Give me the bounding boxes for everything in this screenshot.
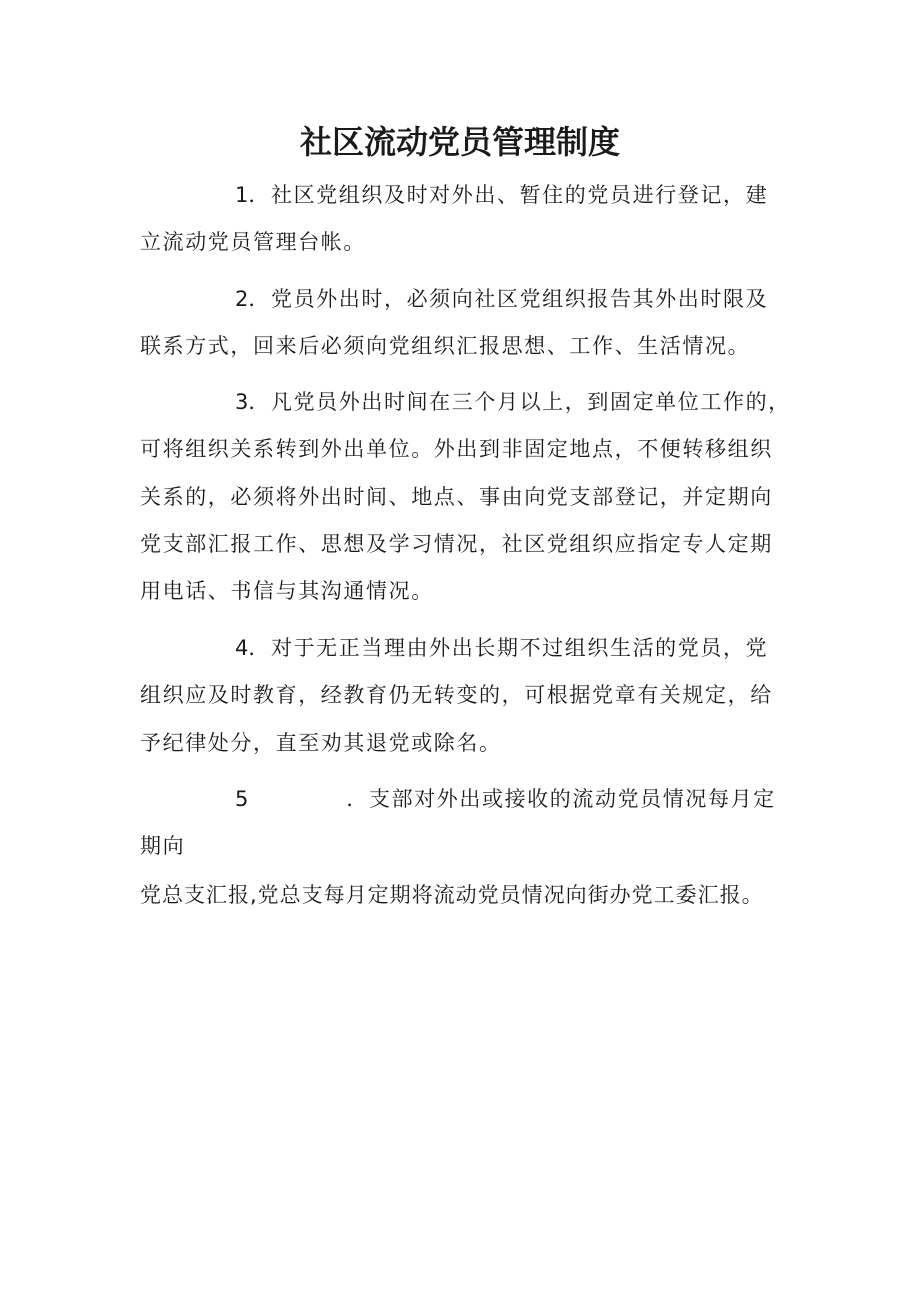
item-text: ．凡党员外出时间在三个月以上，到固定单位工作的， bbox=[248, 390, 791, 414]
item-text: ．对于无正当理由外出长期不过组织生活的党员，党 bbox=[248, 636, 769, 660]
item-3-line-4: 党支部汇报工作、思想及学习情况，社区党组织应指定专人定期 bbox=[140, 532, 773, 556]
item-number: 5 bbox=[235, 787, 249, 811]
item-5-line-2: 期向 bbox=[140, 834, 186, 858]
item-3-line-2: 可将组织关系转到外出单位。外出到非固定地点，不便转移组织 bbox=[140, 437, 773, 461]
item-2-line-1 bbox=[235, 284, 895, 314]
item-number: 4 bbox=[235, 636, 249, 660]
item-text: ．社区党组织及时对外出、暂住的党员进行登记，建 bbox=[248, 183, 769, 207]
item-1-line-2: 立流动党员管理台帐。 bbox=[140, 230, 366, 254]
item-number: 2 bbox=[235, 287, 249, 311]
item-3-line-3: 关系的，必须将外出时间、地点、事由向党支部登记，并定期向 bbox=[140, 485, 773, 509]
item-5-line-1 bbox=[235, 784, 895, 814]
item-text: ．支部对外出或接收的流动党员情况每月定 bbox=[346, 787, 776, 811]
item-number: 3 bbox=[235, 390, 249, 414]
item-4-line-1 bbox=[235, 633, 895, 663]
item-4-line-3: 予纪律处分，直至劝其退党或除名。 bbox=[140, 731, 502, 755]
item-4-line-2: 组织应及时教育，经教育仍无转变的，可根据党章有关规定，给 bbox=[140, 683, 773, 707]
item-2-line-2: 联系方式，回来后必须向党组织汇报思想、工作、生活情况。 bbox=[140, 334, 751, 358]
document-title: 社区流动党员管理制度 bbox=[299, 123, 620, 161]
item-3-line-5: 用电话、书信与其沟通情况。 bbox=[140, 579, 434, 603]
item-3-line-1 bbox=[235, 387, 895, 417]
item-text: ．党员外出时，必须向社区党组织报告其外出时限及 bbox=[248, 287, 769, 311]
item-number: 1 bbox=[235, 183, 249, 207]
item-5-line-3: 党总支汇报,党总支每月定期将流动党员情况向街办党工委汇报。 bbox=[140, 883, 764, 907]
item-1-line-1 bbox=[235, 180, 895, 210]
